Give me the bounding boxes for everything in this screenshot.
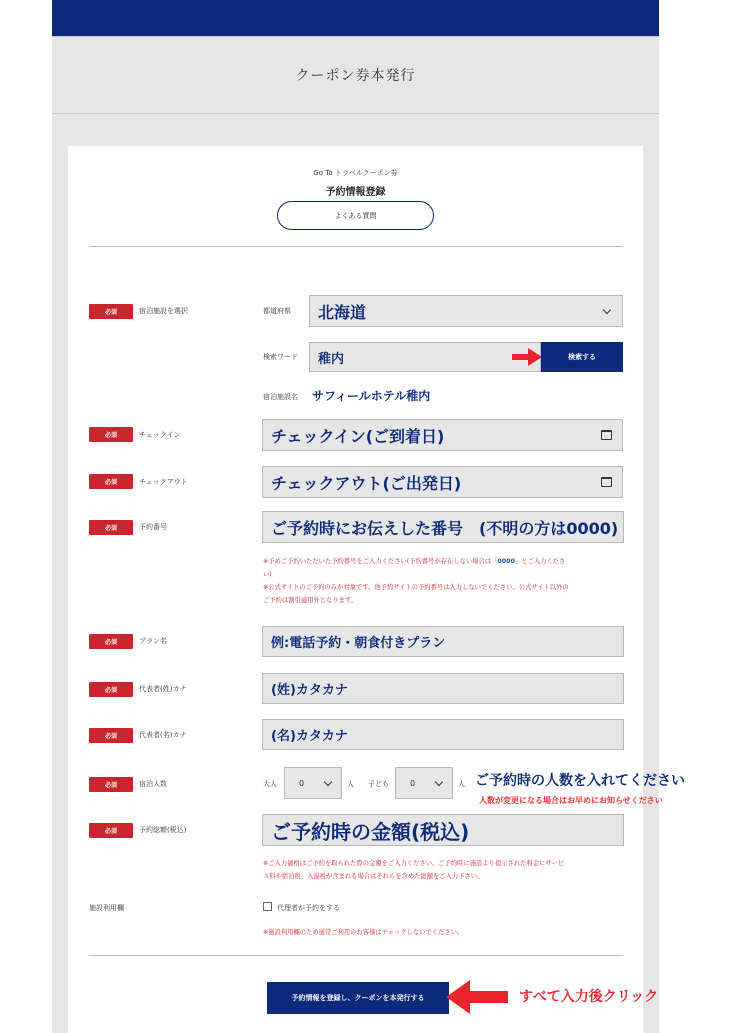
last-name-value: (姓)カタカナ <box>271 683 348 698</box>
form-subtitle: Go To トラベルクーポン券 <box>313 169 398 177</box>
plan-label: プラン名 <box>139 637 167 645</box>
adult-label: 大人 <box>263 780 277 788</box>
required-badge: 必須 <box>89 728 133 743</box>
submit-callout: すべて入力後クリック <box>519 989 659 1005</box>
facility-label: 宿泊施設を選択 <box>139 307 188 315</box>
reservation-number-label: 予約番号 <box>139 523 167 531</box>
last-name-input[interactable] <box>262 673 624 704</box>
keyword-label: 検索ワード <box>263 353 298 361</box>
search-button[interactable]: 検索する <box>541 342 623 372</box>
checkin-label: チェックイン <box>139 431 181 439</box>
header-gap <box>52 114 659 146</box>
page-title: クーポン券本発行 <box>295 68 416 84</box>
checkout-value: チェックアウト(ご出発日) <box>271 473 462 493</box>
checkin-value: チェックイン(ご到着日) <box>271 426 445 446</box>
child-count-select[interactable] <box>395 767 453 799</box>
amount-note: ※ご入力価格はご予約を取られた際の金額をご入力ください。ご予約時に施設より提示された料金にサービ ス料や宿泊税、入湯税が含まれる場合はそれらを含めた総額をご入力下さい。 <box>263 860 565 880</box>
top-navbar <box>52 0 659 36</box>
child-unit: 人 <box>458 780 465 788</box>
guests-label: 宿泊人数 <box>139 780 167 788</box>
arrow-right-icon <box>512 348 542 366</box>
arrow-left-icon <box>446 980 508 1014</box>
plan-value: 例:電話予約・朝食付きプラン <box>271 636 446 651</box>
checkin-input[interactable] <box>262 419 623 451</box>
checkout-label: チェックアウト <box>139 478 188 486</box>
page-header <box>52 36 659 114</box>
facility-use-note: ※施設利用欄のため通常ご利用のお客様はチェックしないでください。 <box>263 929 464 936</box>
adult-count-value: 0 <box>299 778 305 788</box>
chevron-down-icon <box>603 305 611 313</box>
amount-input[interactable] <box>262 814 624 846</box>
plan-input[interactable] <box>262 626 624 657</box>
reservation-number-note: ※予めご予約いただいた予約番号をご入力ください(予約番号が存在しない場合は「0000」とご入力くださ い) ※公式サイトのご予約のみが対象です。他予約サイトの予約番号は入力しないでください。公式サイト以外の ご予約は割引適用外となります。 <box>263 558 569 604</box>
required-badge: 必須 <box>89 634 133 649</box>
keyword-input[interactable] <box>309 342 541 372</box>
left-margin <box>52 114 68 1033</box>
faq-button[interactable]: よくある質問 <box>277 201 434 230</box>
required-badge: 必須 <box>89 520 133 535</box>
required-badge: 必須 <box>89 304 133 319</box>
checkout-input[interactable] <box>262 466 623 498</box>
required-badge: 必須 <box>89 682 133 697</box>
first-name-input[interactable] <box>262 719 624 750</box>
first-name-label: 代表者(名)カナ <box>139 731 187 739</box>
right-margin <box>643 114 659 1033</box>
child-label: 子ども <box>368 780 389 788</box>
calendar-icon[interactable] <box>601 477 612 487</box>
prefecture-select[interactable] <box>309 295 623 327</box>
reservation-number-value: ご予約時にお伝えした番号 (不明の方は0000) <box>271 518 619 538</box>
prefecture-label: 都道府県 <box>263 307 291 315</box>
amount-label: 予約総額(税込) <box>139 826 187 834</box>
first-name-value: (名)カタカナ <box>271 729 348 744</box>
submit-button[interactable]: 予約情報を登録し、クーポンを本発行する <box>267 982 449 1014</box>
calendar-icon[interactable] <box>601 430 612 440</box>
required-badge: 必須 <box>89 474 133 489</box>
reservation-number-input[interactable] <box>262 511 624 543</box>
proxy-checkbox-label: 代理者が予約をする <box>277 904 340 912</box>
amount-value: ご予約時の金額(税込) <box>271 819 470 844</box>
last-name-label: 代表者(姓)カナ <box>139 685 187 693</box>
adult-count-select[interactable] <box>284 767 342 799</box>
keyword-value: 稚内 <box>318 351 345 367</box>
facility-use-label: 施設利用欄 <box>89 904 124 912</box>
divider <box>89 246 623 247</box>
divider <box>89 955 623 956</box>
guests-subcallout: 人数が変更になる場合はお早めにお知らせください <box>479 796 663 805</box>
adult-unit: 人 <box>347 780 354 788</box>
facility-name-value: サフィールホテル稚内 <box>312 389 431 403</box>
prefecture-value: 北海道 <box>318 302 367 322</box>
required-badge: 必須 <box>89 823 133 838</box>
facility-name-label: 宿泊施設名 <box>263 393 298 401</box>
required-badge: 必須 <box>89 427 133 442</box>
chevron-down-icon <box>324 777 332 785</box>
chevron-down-icon <box>435 777 443 785</box>
required-badge: 必須 <box>89 777 133 792</box>
guests-callout: ご予約時の人数を入れてください <box>475 773 685 789</box>
child-count-value: 0 <box>410 778 416 788</box>
form-title: 予約情報登録 <box>325 187 386 198</box>
proxy-checkbox[interactable] <box>263 902 272 911</box>
